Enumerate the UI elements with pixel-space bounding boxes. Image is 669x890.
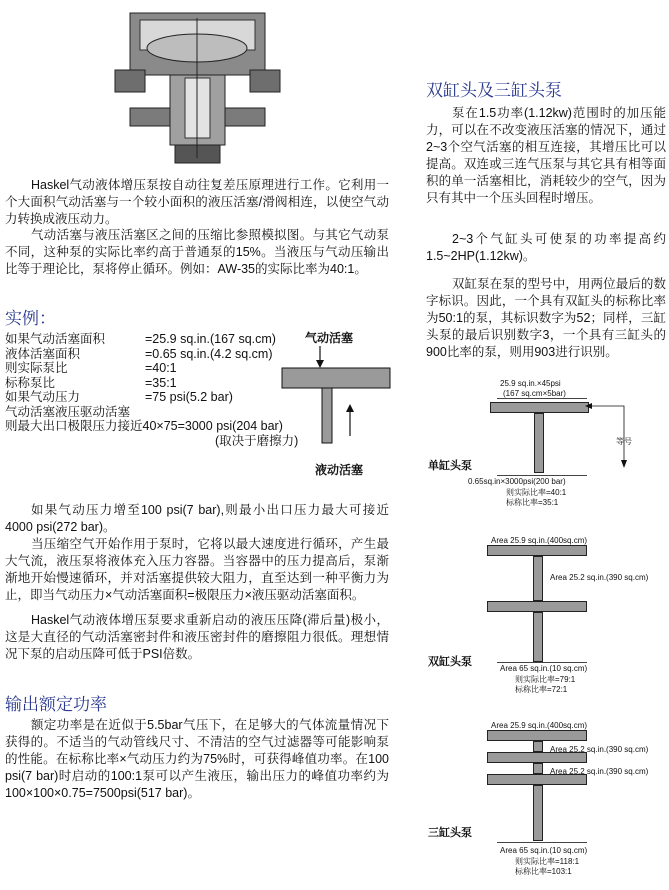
- middle-paragraph-3: Haskel气动液体增压泵要求重新启动的液压压降(滞后量)极小，这是大直径的气动活塞密封件和液压密封件的磨擦阻力很低。理想情况下泵的启动压降可低于PSI倍数。: [5, 613, 389, 661]
- single-bottom-line-3: 标称比率=35:1: [506, 498, 559, 507]
- triple-area-3: Area 25.2 sq.in.(390 sq.cm): [550, 767, 649, 776]
- intro-paragraph-1: Haskel气动液体增压泵按自动往复差压原理进行工作。它利用一个大面积气动活塞与一个较小面积的液压活塞/滑阀相连，以使空气动力转换成液压动力。: [5, 178, 389, 226]
- example-line: 则最大出口极限压力接近40×75=3000 psi(204 bar): [5, 419, 283, 433]
- multi-head-title: 双缸头及三缸头泵: [426, 81, 562, 100]
- double-bar-1: [487, 545, 587, 556]
- triple-rod-1: [533, 741, 543, 752]
- double-bottom-rule: [497, 662, 587, 663]
- triple-rod-2: [533, 763, 543, 774]
- double-area-1: Area 25.9 sq.in.(400sq.cm): [491, 536, 588, 545]
- double-bottom-1: Area 65 sq.in.(10 sq.cm): [500, 664, 588, 673]
- multi-head-paragraph-3: 双缸泵在泵的型号中，用两位最后的数字标识。因此，一个具有双缸头的标称比率为50:1的泵，其标识数字为52；同样，三缸头泵的最后识别数字3，一个具有三缸头的900比率的泵，则用903进行识别。: [426, 277, 666, 359]
- single-equal-label: 等号: [616, 437, 632, 446]
- example-row: 则实际泵比 =40:1: [5, 361, 177, 375]
- triple-bottom-1: Area 65 sq.in.(10 sq.cm): [500, 846, 588, 855]
- middle-paragraph-1: 如果气动压力增至100 psi(7 bar),则最小出口压力最大可接近4000 psi(272 bar)。: [5, 503, 389, 534]
- rated-power-paragraph: 额定功率是在近似于5.5bar气压下，在足够大的气体流量情况下获得的。不适当的气动管线尺寸、不清洁的空气过滤器等可能影响泵的性能。在标称比率×气动压力约为75%时，可获得峰值功率。在100 psi(7 bar)时启动的100:1泵可以产生液压，输出压力的峰值功率约为100×100×0.75=7500psi(517 bar)。: [5, 718, 389, 800]
- example-row: 如果气动活塞面积 =25.9 sq.in.(167 sq.cm): [5, 332, 276, 346]
- multi-head-paragraph-2: 2~3个气缸头可使泵的功率提高约1.5~2HP(1.12kw)。: [426, 232, 666, 263]
- piston-diagram: [270, 346, 395, 461]
- single-liquid-rod: [534, 413, 544, 473]
- single-bottom-line-1: 0.65sq.in×3000psi(200 bar): [468, 477, 566, 486]
- example-line: (取决于磨擦力): [215, 433, 299, 448]
- middle-paragraph-2: 当压缩空气开始作用于泵时，它将以最大速度进行循环，产生最大气流，液压泵将液体充入压力容器。当容器中的压力提高后，泵渐渐地开始慢速循环，并对活塞提供较大阻力，直至达到一种平衡力为止，即当气动压力×气动活塞面积=极限压力×液压驱动活塞面积。: [5, 537, 389, 602]
- rated-power-title: 输出额定功率: [5, 695, 107, 714]
- air-piston-label: 气动活塞: [305, 331, 354, 345]
- single-bottom-rule: [497, 475, 587, 476]
- single-head-label: 单缸头泵: [428, 460, 472, 472]
- double-bottom-2: 则实际比率=79:1: [515, 675, 576, 684]
- triple-area-1: Area 25.9 sq.in.(400sq.cm): [491, 721, 588, 730]
- double-rod-2: [533, 612, 543, 662]
- example-line: 气动活塞液压驱动活塞: [5, 404, 131, 419]
- liquid-piston-label: 液动活塞: [315, 463, 364, 477]
- single-top-line-2: (167 sq.cm×5bar): [503, 389, 566, 398]
- double-head-label: 双缸头泵: [428, 656, 472, 668]
- example-row: 标称泵比 =35:1: [5, 375, 177, 390]
- double-rod-1: [533, 556, 543, 601]
- example-title: 实例：: [5, 309, 56, 328]
- single-bottom-line-2: 则实际比率=40:1: [506, 488, 567, 497]
- triple-area-2: Area 25.2 sq.in.(390 sq.cm): [550, 745, 649, 754]
- triple-bar-1: [487, 730, 587, 741]
- double-area-2: Area 25.2 sq.in.(390 sq.cm): [550, 573, 649, 582]
- example-row: 如果气动压力 =75 psi(5.2 bar): [5, 390, 233, 404]
- example-row: 液体活塞面积 =0.65 sq.in.(4.2 sq.cm): [5, 346, 273, 361]
- triple-head-label: 三缸头泵: [428, 827, 472, 839]
- triple-bottom-2: 则实际比率=118:1: [515, 857, 580, 866]
- double-bar-2: [487, 601, 587, 612]
- multi-head-paragraph-1: 泵在1.5功率(1.12kw)范围时的加压能力，可以在不改变液压活塞的情况下，通过2~3个空气活塞的相互连接，其增压比可以提高。双连或三连气压泵与其它具有相等面积的单一活塞相比，消耗较少的空气，因为只有其中一个压头回程时增压。: [426, 106, 666, 205]
- triple-bottom-rule: [497, 842, 587, 843]
- triple-rod-3: [533, 785, 543, 841]
- triple-bottom-3: 标称比率=103:1: [515, 867, 572, 876]
- single-top-line-1: 25.9 sq.in.×45psi: [500, 379, 561, 388]
- pump-cutaway-illustration: [110, 8, 285, 168]
- double-bottom-3: 标称比率=72:1: [515, 685, 568, 694]
- example-table: [5, 332, 305, 448]
- intro-paragraph-2: 气动活塞与液压活塞区之间的压缩比参照模拟图。与其它气动泵不同，这种泵的实际比率约高于普通泵的15%。当液压与气动压输出比等于理论比，泵将停止循环。例如：AW-35的实际比率为40:1。: [5, 228, 389, 276]
